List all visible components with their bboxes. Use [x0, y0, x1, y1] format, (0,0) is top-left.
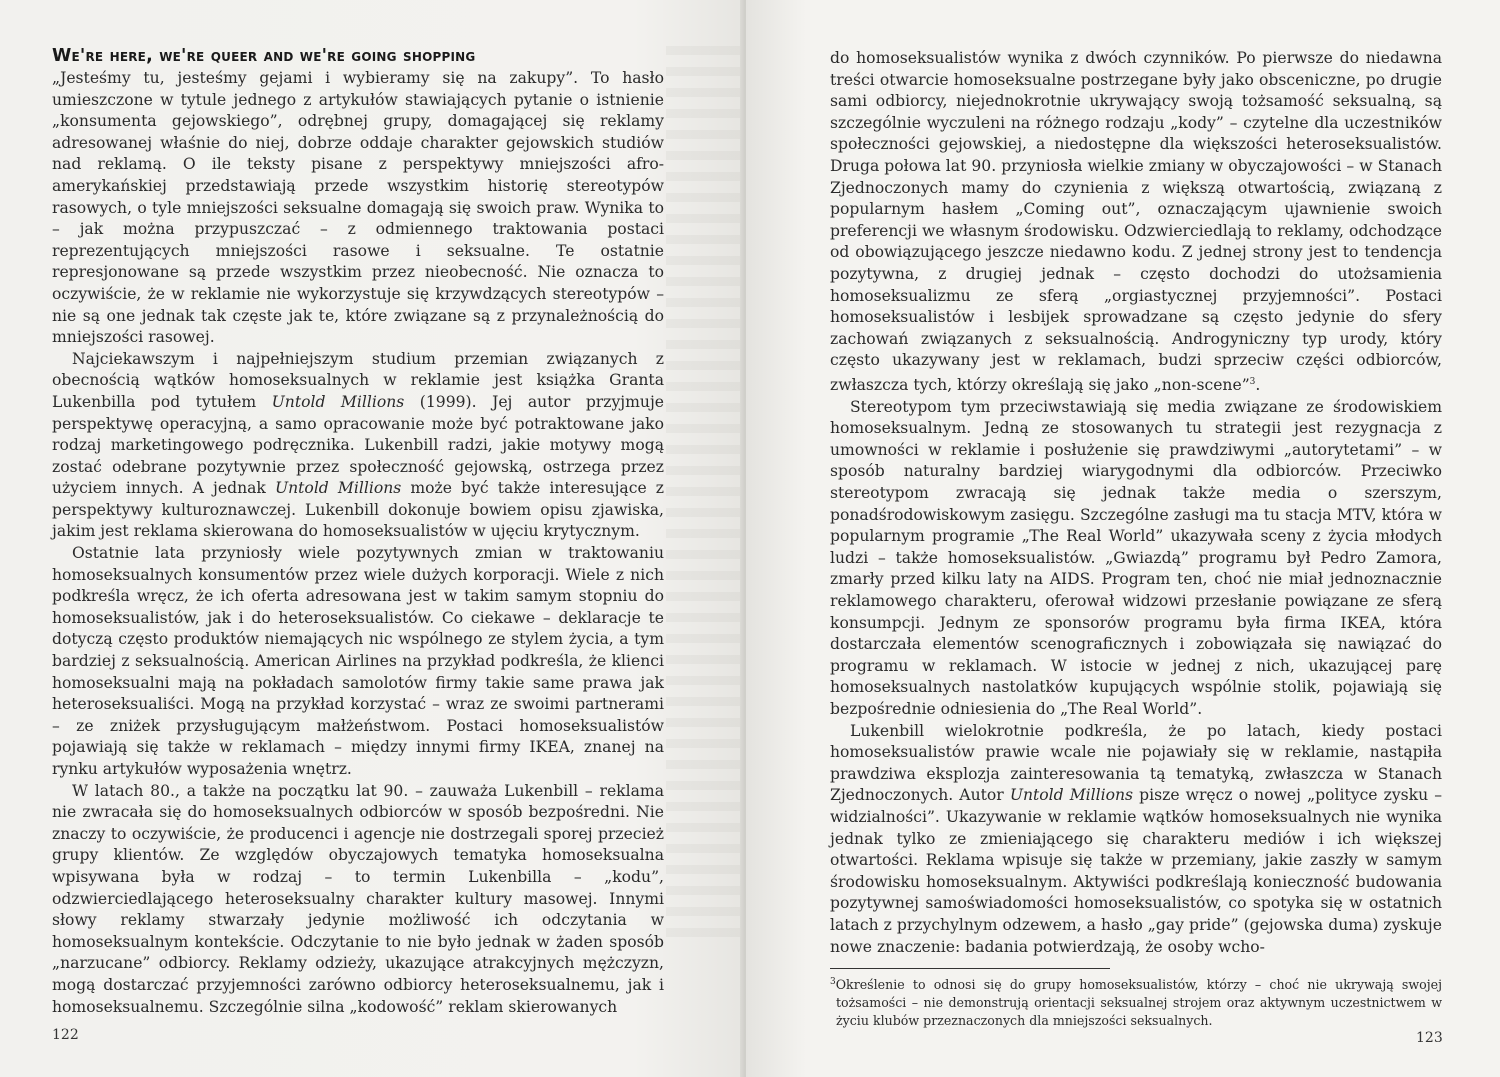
paragraph-lukenbill	[830, 721, 1442, 959]
paragraph-continued	[830, 48, 1442, 397]
paragraph-1: „Jesteśmy tu, jesteśmy gejami i wybieramy się na zakupy”. To hasło umieszczone w tytule jednego z artykułów stawiających pytanie o istnienie „konsumenta gejowskiego”, odrębnej grupy, domagającej się reklamy adresowanej właśnie do niej, dobrze oddaje charakter gejowskich studiów nad reklamą. O ile teksty pisane z perspektywy mniejszości afro-amerykańskiej przedstawiają przede wszystkim historię stereotypów rasowych, o tyle mniejszości seksualne domagają się swoich praw. Wynika to – jak można przypuszczać – z odmiennego traktowania postaci reprezentujących mniejszości rasowe i seksualne. Te ostatnie represjonowane są przede wszystkim przez nieobecność. Nie oznacza to oczywiście, że w reklamie nie wykorzystuje się krzywdzących stereotypów – nie są one jednak tak częste jak te, które związane są z przynależnością do mniejszości rasowej.	[52, 69, 664, 347]
footnote	[830, 973, 1442, 1030]
right-column	[830, 48, 1442, 1030]
footnote-reference: 3	[1249, 376, 1256, 387]
book-title: Untold Millions	[274, 479, 402, 498]
page-number: 123	[1416, 1030, 1443, 1046]
paragraph-stereotypes: Stereotypom tym przeciwstawiają się media związane ze środowiskiem homoseksualnym. Jedną ze stosowanych tu strategii jest rezygnacja z umowności w reklamie i posłużenie się prawdziwymi „autorytetami” – w sposób naturalny bardziej wiarygodnymi dla odbiorców. Przeciwko stereotypom zwracają się jednak także media o szerszym, ponadśrodowiskowym zasięgu. Szczególne zasługi ma tu stacja MTV, która w popularnym programie „The Real World” ukazywała sceny z życia młodych ludzi – także homoseksualistów. „Gwiazdą” programu był Pedro Zamora, zmarły przed kilku laty na AIDS. Program ten, choć nie miał jednoznacznie reklamowego charakteru, oferował widzowi przesłanie powiązane ze sferą konsumpcji. Jednym ze sponsorów programu była firma IKEA, która dostarczała elementów scenograficznych i zobowiązała się nawiązać do programu w reklamach. W istocie w jednej z nich, ukazującej parę homoseksualnych nastolatków kupujących wspólnie stolik, pojawiają się bezpośrednie odniesienia do „The Real World”.	[830, 397, 1442, 718]
footnote-divider	[830, 968, 1110, 969]
paragraph-4: W latach 80., a także na początku lat 90. – zauważa Lukenbill – reklama nie zwracała się do homoseksualnych odbiorców w sposób bezpośredni. Nie znaczy to oczywiście, że producenci i agencje nie dostrzegali sporej przecież grupy klientów. Ze względów obyczajowych tematyka homoseksualna wpisywana była w rodzaj – to termin Lukenbilla – „kodu”, odzwierciedlającego heteroseksualny charakter kultury masowej. Innymi słowy reklamy stwarzały jedynie możliwość ich odczytania w homoseksualnym kontekście. Odczytanie to nie było jednak w żaden sposób „narzucane” odbiorcy. Reklamy odzieży, ukazujące atrakcyjnych mężczyzn, mogą dostarczać przyjemności zarówno odbiorcy heteroseksualnemu, jak i homoseksualnemu. Szczególnie silna „kodowość” reklam skierowanych	[52, 781, 664, 1016]
book-title: Untold Millions	[1009, 786, 1134, 805]
section-heading: We're here, we're queer and we're going shopping	[52, 46, 476, 66]
left-page	[0, 0, 746, 1077]
paragraph-continued-text: do homoseksualistów wynika z dwóch czynników. Po pierwsze do niedawna treści otwarcie homoseksualne postrzegane były jako obsceniczne, po drugie sami odbiorcy, niejednokrotnie ukrywający swoją tożsamość seksualną, są szczególnie wyczuleni na różnego rodzaju „kody” – czytelne dla uczestników społeczności gejowskiej, a niedostępne dla większości heteroseksualistów. Druga połowa lat 90. przyniosła wielkie zmiany w obyczajowości – w Stanach Zjednoczonych mamy do czynienia z większą otwartością, związaną z popularnym hasłem „Coming out”, oznaczającym ujawnienie swoich preferencji we własnym środowisku. Odzwierciedlają to reklamy, odchodzące od obowiązującego jeszcze niedawno kodu. Z jednej strony jest to tendencja pozytywna, z drugiej jednak – często dochodzi do utożsamienia homoseksualizmu ze sferą „orgiastycznej przyjemności”. Postaci homoseksualistów i lesbijek sprowadzane są często jedynie do sfery zachowań związanych z seksualnością. Androgyniczny typ urody, który często ukazywany jest w reklamach, budzi sprzeciw części odbiorców, zwłaszcza tych, którzy określają się jako „non-scene”	[830, 49, 1442, 395]
footnote-mark: 3	[830, 977, 836, 988]
paragraph-2-start: Najciekawszym i najpełniejszym studium przemian związanych z obecnością wątków homoseksualnych w reklamie jest książka Granta Lukenbilla pod tytułem	[52, 349, 664, 411]
footnote-text: Określenie to odnosi się do grupy homoseksualistów, którzy – choć nie ukrywają swojej tożsamości – nie demonstrują orientacji seksualnej strojem oraz aktywnym uczestnictwem w życiu klubów przeznaczonych dla mniejszości seksualnych.	[835, 977, 1442, 1029]
paragraph-2-end: może być także interesujące z perspektywy kulturoznawczej. Lukenbill dokonuje bowiem opisu zjawiska, jakim jest reklama skierowana do homoseksualistów w ujęciu krytycznym.	[52, 479, 665, 541]
paragraph-2-middle: (1999). Jej autor przyjmuje perspektywę operacyjną, a samo opracowanie może być potraktowane jako rodzaj marketingowego podręcznika. Lukenbill radzi, jakie motywy mogą zostać odebrane pozytywnie przez społeczność gejowską, ostrzega przez użyciem innych. A jednak	[52, 392, 665, 498]
paragraph-3: Ostatnie lata przyniosły wiele pozytywnych zmian w traktowaniu homoseksualnych konsumentów przez wiele dużych korporacji. Wiele z nich podkreśla wręcz, że ich oferta adresowana jest w takim samym stopniu do homoseksualistów, jak i do heteroseksualistów. Co ciekawe – deklaracje te dotyczą często produktów niemających nic wspólnego ze stylem życia, a tym bardziej z seksualnością. American Airlines na przykład podkreśla, że klienci homoseksualni mają na pokładach samolotów firmy takie same prawa jak heteroseksualiści. Mogą na przykład korzystać – wraz ze swoimi partnerami – ze zniżek przysługującym małżeństwom. Postaci homoseksualistów pojawiają się także w reklamach – między innymi firmy IKEA, znanej na rynku artykułów wyposażenia wnętrz.	[52, 544, 664, 778]
right-page	[746, 0, 1500, 1077]
page-number: 122	[52, 1027, 79, 1043]
book-title: Untold Millions	[271, 392, 405, 411]
bleed-through-text	[666, 46, 746, 946]
left-column	[52, 46, 664, 1018]
paragraph-2	[52, 349, 664, 543]
paragraph-continued-end: .	[1255, 376, 1261, 395]
paragraph-lukenbill-start: Lukenbill wielokrotnie podkreśla, że po latach, kiedy postaci homoseksualistów prawie wcale nie pojawiały się w reklamie, nastąpiła prawdziwa eksplozja zainteresowania tą tematyką, zwłaszcza w Stanach Zjednoczonych. Autor	[830, 721, 1442, 805]
paragraph-lukenbill-end: pisze wręcz o nowej „polityce zysku – widzialności”. Ukazywanie w reklamie wątków homoseksualnych nie wynika jednak tylko ze zmieniającego się charakteru mediów i ich większej otwartości. Reklama wpisuje się także w przemiany, jakie zaszły w samym środowisku homoseksualnym. Aktywiści podkreślają konieczność budowania pozytywnej samoświadomości homoseksualistów, co spotyka się w ostatnich latach z przychylnym odzewem, a hasło „gay pride” (gejowska duma) zyskuje nowe znaczenie: badania potwierdzają, że osoby wcho-	[830, 786, 1443, 956]
